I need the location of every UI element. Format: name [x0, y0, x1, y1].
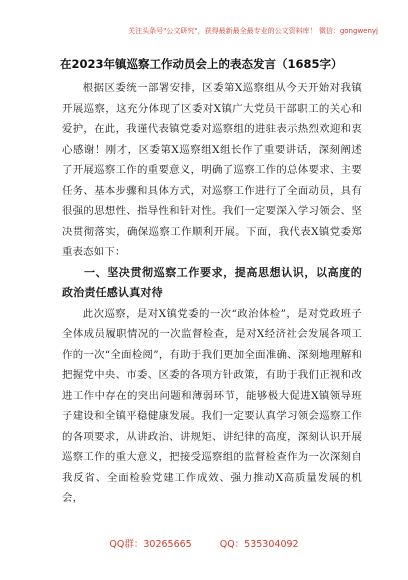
header-banner: 关注头条号"公文研究"，获得最新最全最专业的公文资料库！ 微信：gongwenyj: [128, 27, 378, 35]
document-title: 在2023年镇巡察工作动员会上的表态发言（1685字）: [60, 57, 343, 71]
footer-qq-group: QQ群：30265665: [109, 539, 192, 550]
document-body: [62, 78, 362, 509]
footer-contact: [0, 536, 408, 550]
footer-qq: QQ：535304092: [219, 539, 299, 550]
paragraph-intro: 根据区委统一部署安排，区委第X巡察组从今天开始对我镇开展巡察，这充分体现了区委对X镇广大党员干部职工的关心和爱护，在此，我谨代表镇党委对巡察组的进驻表示热烈欢迎和衷心感谢！刚才，区委第X巡察组X组长作了重要讲话，深刻阐述了开展巡察工作的重要意义，明确了巡察工作的总体要求、主要任务、基本步骤和具体方式，对巡察工作进行了全面动员，具有很强的思想性、指导性和针对性。我们一定要深入学习领会、坚决贯彻落实，确保巡察工作顺利开展。下面，我代表X镇党委郑重表态如下：: [62, 82, 362, 258]
paragraph-section-1: 此次巡察，是对X镇党委的一次“政治体检”，是对党政班子全体成员履职情况的一次监督检查，是对X经济社会发展各项工作的一次“全面检阅”，有助于我们更加全面准确、深刻地理解和把握党中央、市委、区委的各项方针政策，有助于我们正视和改进工作中存在的突出问题和薄弱环节，能够极大促进X镇领导班子建设和全镇平稳健康发展。我们一定要认真学习领会巡察工作的各项要求，从讲政治、讲规矩、讲纪律的高度，深刻认识开展巡察工作的重大意义，把接受巡察组的监督检查作为一次深刻自我反省、全面检验党建工作成效、强力推动X高质量发展的机会，: [62, 307, 362, 504]
section-heading-1: 一、坚决贯彻巡察工作要求，提高思想认识，以高度的政治责任感认真对待: [62, 265, 362, 299]
